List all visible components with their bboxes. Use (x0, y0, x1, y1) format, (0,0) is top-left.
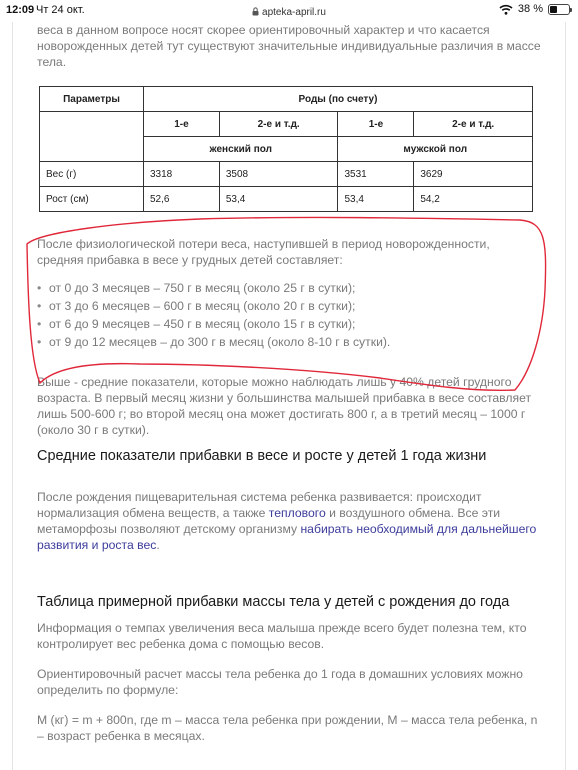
battery-fill (550, 6, 557, 13)
battery-icon (548, 4, 570, 15)
wifi-icon (499, 4, 513, 15)
formula-paragraph: М (кг) = m + 800n, где m – масса тела ребенка при рождении, М – масса тела ребенка, n – возраст ребенка в месяцах. (37, 713, 538, 743)
table-row (40, 162, 533, 187)
table-cell: 3531 (338, 162, 414, 187)
status-icons (499, 3, 570, 15)
birth-col: 1-е (144, 112, 220, 137)
list-item (37, 297, 390, 315)
clock: 12:09 (6, 4, 35, 16)
table-cell: 3318 (144, 162, 220, 187)
table-birth-row (40, 112, 533, 137)
digest-text: и воздушного обмена. Все эти метаморфозы позволяют детскому организму (37, 506, 501, 536)
section-heading-table: Таблица примерной прибавки массы тела у детей с рождения до года (37, 594, 510, 610)
list-item-text: от 0 до 3 месяцев – 750 г в месяц (около 25 г в сутки); (49, 281, 356, 295)
bullet-icon: • (37, 317, 42, 331)
table-row (40, 187, 533, 212)
birth-col: 2-е и т.д. (414, 112, 533, 137)
list-item (37, 315, 390, 333)
intro-fragment: веса в данном вопросе носят скорее ориентировочный характер и что касается новорожденных детей тут существуют значительные индивидуальные различия в массе тела. (37, 23, 541, 69)
row-label: Рост (см) (40, 187, 144, 212)
bullet-icon: • (37, 281, 42, 295)
list-item-text: от 9 до 12 месяцев – до 300 г в месяц (около 8-10 г в сутки). (49, 335, 391, 349)
section-heading-averages: Средние показатели прибавки в весе и росте у детей 1 года жизни (37, 448, 487, 464)
birth-parameters-table (39, 86, 533, 212)
heat-exchange-link[interactable]: теплового (268, 506, 326, 520)
table-cell: 53,4 (219, 187, 338, 212)
birth-col: 2-е и т.д. (219, 112, 338, 137)
table-cell: 52,6 (144, 187, 220, 212)
list-item (37, 279, 390, 297)
table-cell: 54,2 (414, 187, 533, 212)
list-item-text: от 3 до 6 месяцев – 600 г в месяц (около 20 г в сутки); (49, 299, 356, 313)
table-cell: 3629 (414, 162, 533, 187)
list-item (37, 333, 390, 351)
status-bar (0, 0, 578, 22)
digest-text: . (156, 538, 160, 552)
table-header-row (40, 87, 533, 112)
article-card (12, 22, 566, 770)
address-bar[interactable] (0, 7, 578, 18)
calc-paragraph: Ориентировочный расчет массы тела ребенка до 1 года в домашних условиях можно определить по формуле: (37, 667, 523, 697)
weight-gain-list (37, 279, 390, 351)
bullet-icon: • (37, 299, 42, 313)
birth-col: 1-е (338, 112, 414, 137)
table-cell: 3508 (219, 162, 338, 187)
bullet-icon: • (37, 335, 42, 349)
header-parameters: Параметры (40, 87, 144, 112)
url-text: apteka-april.ru (262, 7, 326, 18)
sex-col-female: женский пол (144, 137, 338, 162)
average-note-paragraph: Выше - средние показатели, которые можно наблюдать лишь у 40% детей грудного возраста. В первый месяц жизни у большинства малышей прибавка в весе составляет лишь 500-600 г; во второй месяц она может достигать 800 г, а в третий месяц – 1000 г (около 30 г в сутки). (37, 375, 532, 437)
header-births: Роды (по счету) (144, 87, 533, 112)
row-label: Вес (г) (40, 162, 144, 187)
after-table-paragraph: После физиологической потери веса, наступившей в период новорожденности, средняя прибавка в весе у грудных детей составляет: (37, 237, 490, 267)
info-paragraph: Информация о темпах увеличения веса малыша прежде всего будет полезна тем, кто контролирует вес ребенка дома с помощью весов. (37, 621, 527, 651)
weight-gain-link[interactable]: набирать необходимый для дальнейшего развития и роста вес (37, 522, 537, 552)
list-item-text: от 6 до 9 месяцев – 450 г в месяц (около 15 г в сутки); (49, 317, 356, 331)
date: Чт 24 окт. (36, 4, 85, 16)
header-blank (40, 112, 144, 162)
sex-col-male: мужской пол (338, 137, 533, 162)
battery-percent: 38 % (517, 3, 543, 15)
digestion-paragraph (37, 489, 542, 553)
lock-icon (252, 7, 259, 16)
table-cell: 53,4 (338, 187, 414, 212)
digest-text: После рождения пищеварительная система ребенка развивается: происходит нормализация обмена веществ, а также (37, 490, 482, 520)
